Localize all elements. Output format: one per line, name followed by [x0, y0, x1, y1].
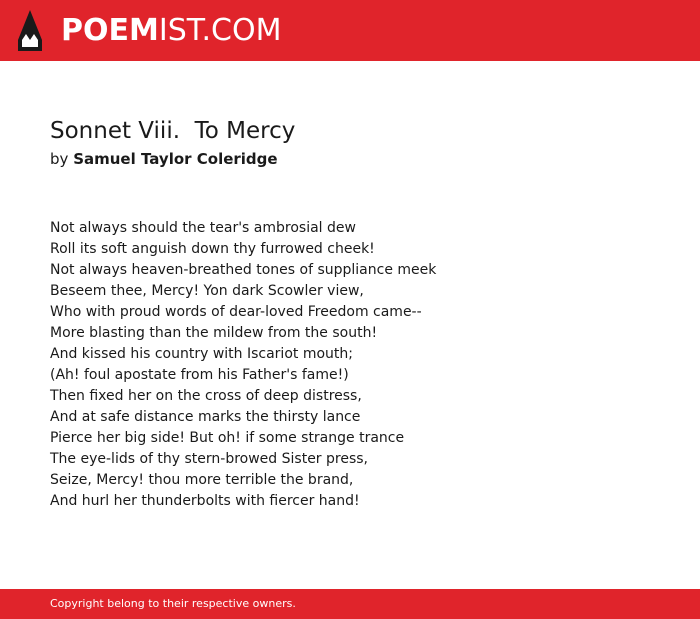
poem-line: Then fixed her on the cross of deep distress,	[50, 388, 362, 404]
poem-line: Pierce her big side! But oh! if some strange trance	[50, 430, 405, 446]
poem-line: (Ah! foul apostate from his Father's fame!)	[50, 367, 349, 383]
by-prefix: by	[50, 150, 69, 168]
poem-line: Not always heaven-breathed tones of suppliance meek	[50, 262, 437, 278]
poem-author[interactable]: Samuel Taylor Coleridge	[73, 150, 278, 168]
poem-line: Beseem thee, Mercy! Yon dark Scowler view,	[50, 283, 364, 299]
poem-line: Who with proud words of dear-loved Freedom came--	[50, 304, 422, 320]
poem-line: And at safe distance marks the thirsty lance	[50, 409, 361, 425]
poem-body	[50, 218, 670, 512]
poem-line: Roll its soft anguish down thy furrowed cheek!	[50, 241, 375, 257]
site-header	[0, 0, 700, 61]
site-footer	[0, 589, 700, 619]
poem-title: Sonnet Viii. To Mercy	[50, 118, 296, 144]
site-logo[interactable]	[61, 12, 281, 50]
poem-line: And hurl her thunderbolts with fiercer hand!	[50, 493, 360, 509]
copyright-text: Copyright belong to their respective owners.	[50, 597, 296, 610]
poem-line: More blasting than the mildew from the south!	[50, 325, 378, 341]
logo-bold-text: POEM	[61, 13, 159, 48]
pencil-icon[interactable]	[18, 10, 42, 51]
poem-line: Seize, Mercy! thou more terrible the brand,	[50, 472, 354, 488]
logo-light-text: IST.COM	[158, 13, 282, 48]
poem-byline	[50, 148, 278, 170]
poem-line: Not always should the tear's ambrosial dew	[50, 220, 356, 236]
poem-line: And kissed his country with Iscariot mouth;	[50, 346, 353, 362]
poem-line: The eye-lids of thy stern-browed Sister press,	[50, 451, 369, 467]
